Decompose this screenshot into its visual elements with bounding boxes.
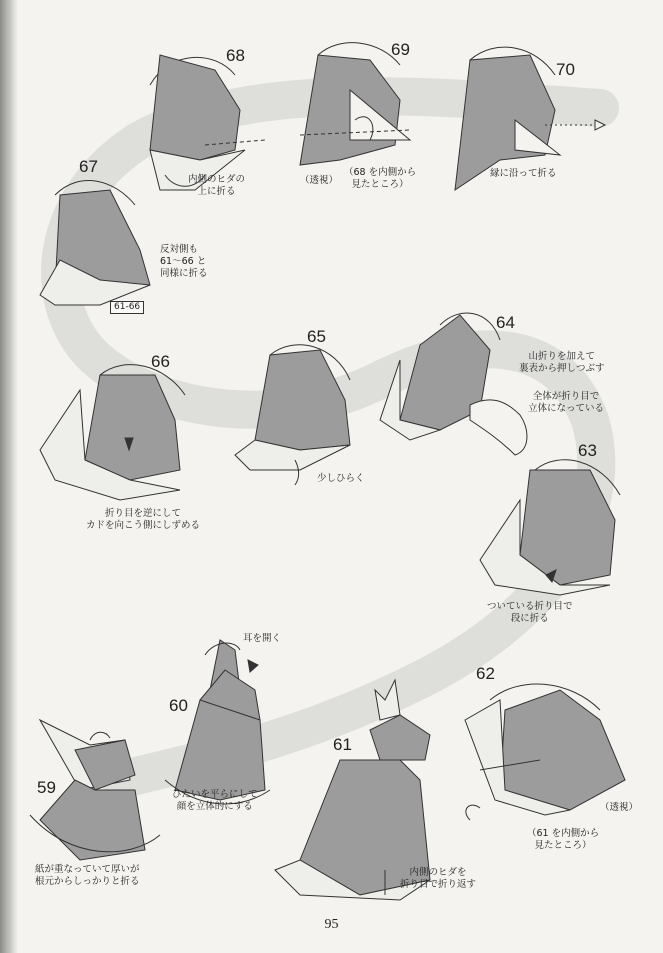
step-number-63: 63 (578, 441, 597, 460)
step-number-70: 70 (556, 60, 575, 79)
caption-59: 紙が重なっていて厚いが 根元からしっかりと折る (35, 864, 140, 887)
step-number-60: 60 (169, 696, 188, 715)
caption-68: 内側のヒダの 上に折る (188, 174, 246, 197)
caption-69: （68 を内側から 見たところ） (344, 167, 417, 190)
step-number-68: 68 (226, 46, 245, 65)
step-number-61: 61 (333, 735, 352, 754)
caption-64: 山折りを加えて 裏表から押しつぶす (519, 351, 605, 374)
caption-67: 反対側も 61〜66 と 同様に折る (160, 244, 208, 279)
caption-61: 内側のヒダを 折り目で折り返す (400, 867, 477, 890)
step-number-62: 62 (476, 664, 495, 683)
caption-62-left: （透視） (600, 802, 639, 813)
diagram-60 (165, 640, 270, 804)
step-number-64: 64 (496, 313, 515, 332)
caption-63: ついている折り目で 段に折る (487, 601, 573, 624)
caption-65: 少しひらく (317, 473, 365, 484)
diagram-69 (300, 43, 410, 165)
page-number: 95 (324, 917, 339, 932)
diagram-62 (465, 684, 625, 820)
caption-69-left: （透視） (300, 175, 339, 186)
step-number-65: 65 (307, 327, 326, 346)
caption-62: （61 を内側から 見たところ） (527, 828, 600, 851)
step-number-67: 67 (79, 157, 98, 176)
step-reference-box: 61-66 (110, 301, 144, 314)
caption-60: ひたいを平らにして 顔を立体的にする (172, 789, 258, 812)
step-number-59: 59 (37, 778, 56, 797)
step-number-69: 69 (391, 40, 410, 59)
caption-64-secondary: 全体が折り目で 立体になっている (528, 391, 605, 414)
caption-70: 縁に沿って折る (490, 168, 557, 179)
caption-60-top: 耳を開く (243, 633, 282, 644)
caption-66: 折り目を逆にして カドを向こう側にしずめる (86, 508, 201, 531)
step-number-66: 66 (151, 352, 170, 371)
